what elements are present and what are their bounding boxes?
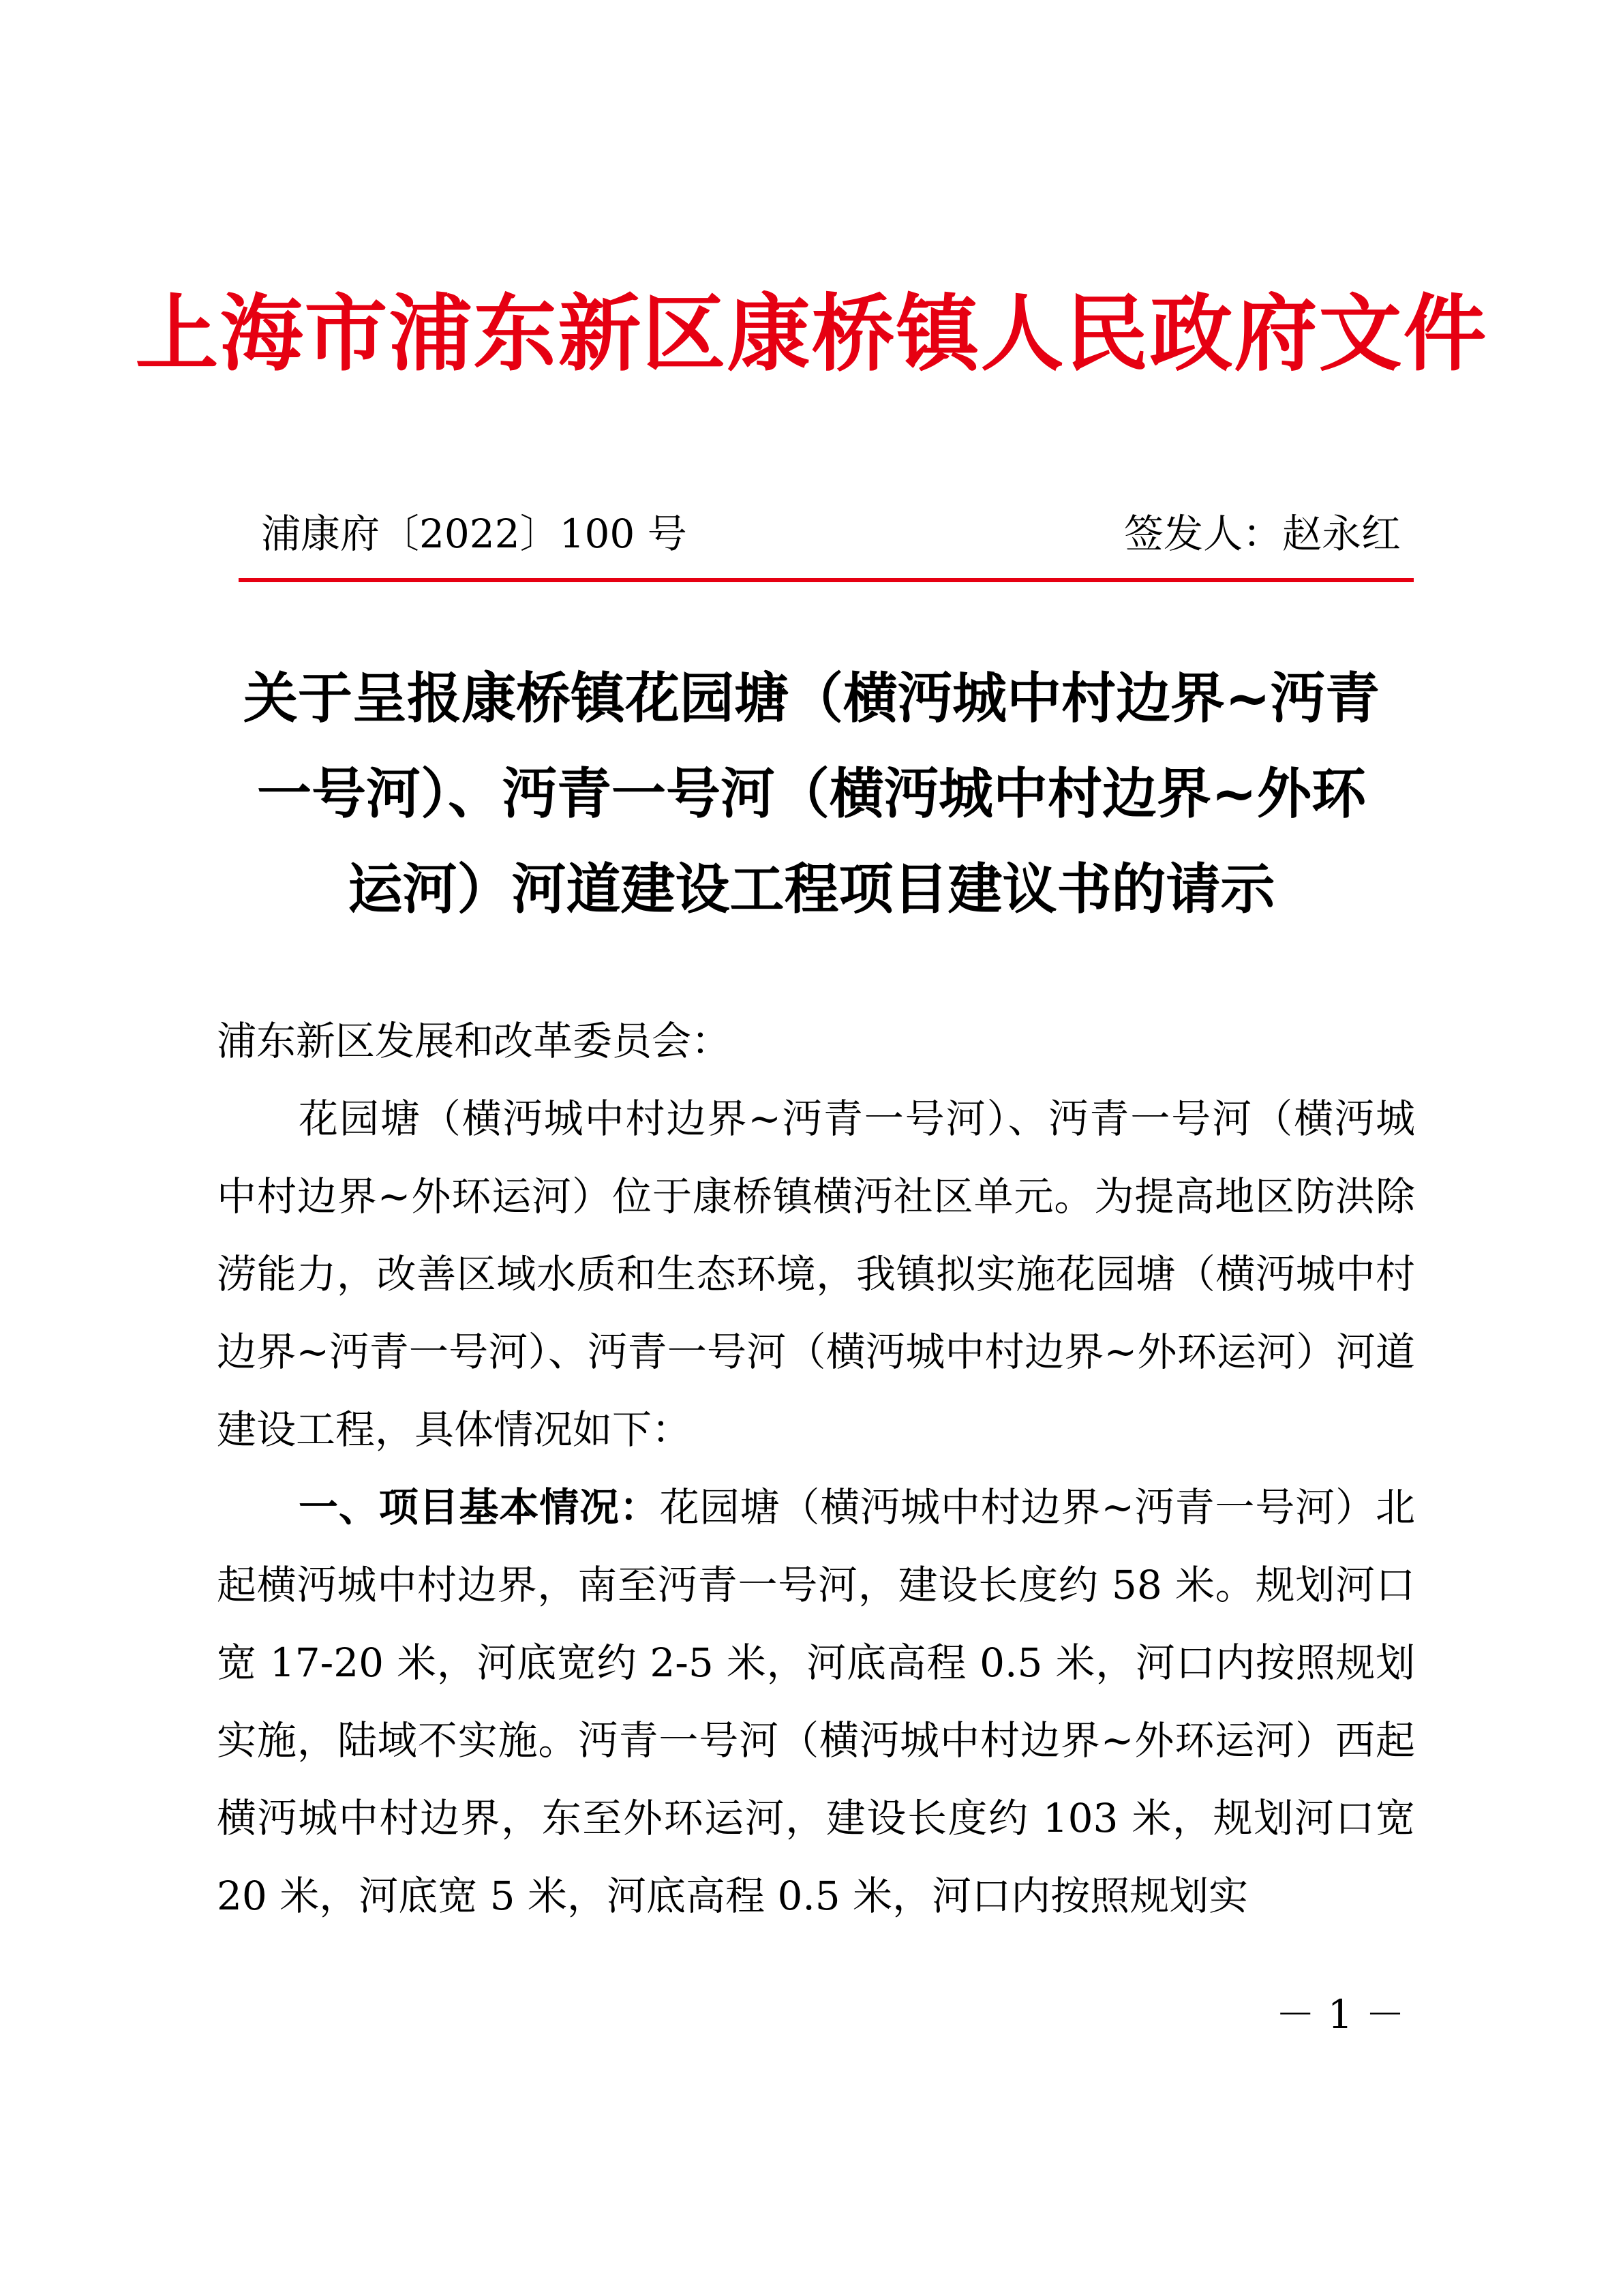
document-title (211, 651, 1412, 937)
document-title-line-3: 运河）河道建设工程项目建议书的请示 (348, 858, 1275, 921)
section-1-text: 花园塘（横沔城中村边界~沔青一号河）北起横沔城中村边界，南至沔青一号河，建设长度约 58 米。规划河口宽 17-20 米，河底宽约 2-5 米，河底高程 0.5 米，河口内按照规划实施，陆域不实施。沔青一号河（横沔城中村边界~外环运河）西起横沔城中村边界，东至外环运河，建设长度约 103 米，规划河口宽 20 米，河底宽 5 米，河底高程 0.5 米，河口内按照规划实 (217, 1484, 1415, 1919)
document-number: 浦康府〔2022〕100 号 (261, 511, 687, 557)
page-number: － 1 － (1275, 1991, 1405, 2038)
recipient-line: 浦东新区发展和改革委员会： (217, 1018, 731, 1064)
body-paragraph-2 (217, 1468, 1415, 1935)
document-title-line-1: 关于呈报康桥镇花园塘（横沔城中村边界~沔青 (243, 667, 1380, 730)
document-issuer-title: 上海市浦东新区康桥镇人民政府文件 (135, 286, 1488, 382)
signer-line: 签发人：赵永红 (1123, 511, 1401, 557)
red-separator-line (239, 578, 1414, 582)
document-body (217, 1002, 1415, 1935)
section-heading-1: 一、项目基本情况： (299, 1484, 660, 1530)
body-paragraph-1: 花园塘（横沔城中村边界~沔青一号河）、沔青一号河（横沔城中村边界~外环运河）位于康桥镇横沔社区单元。为提高地区防洪除涝能力，改善区域水质和生态环境，我镇拟实施花园塘（横沔城中村边界~沔青一号河）、沔青一号河（横沔城中村边界~外环运河）河道建设工程，具体情况如下： (217, 1096, 1415, 1453)
document-title-line-2: 一号河）、沔青一号河（横沔城中村边界~外环 (256, 762, 1367, 826)
